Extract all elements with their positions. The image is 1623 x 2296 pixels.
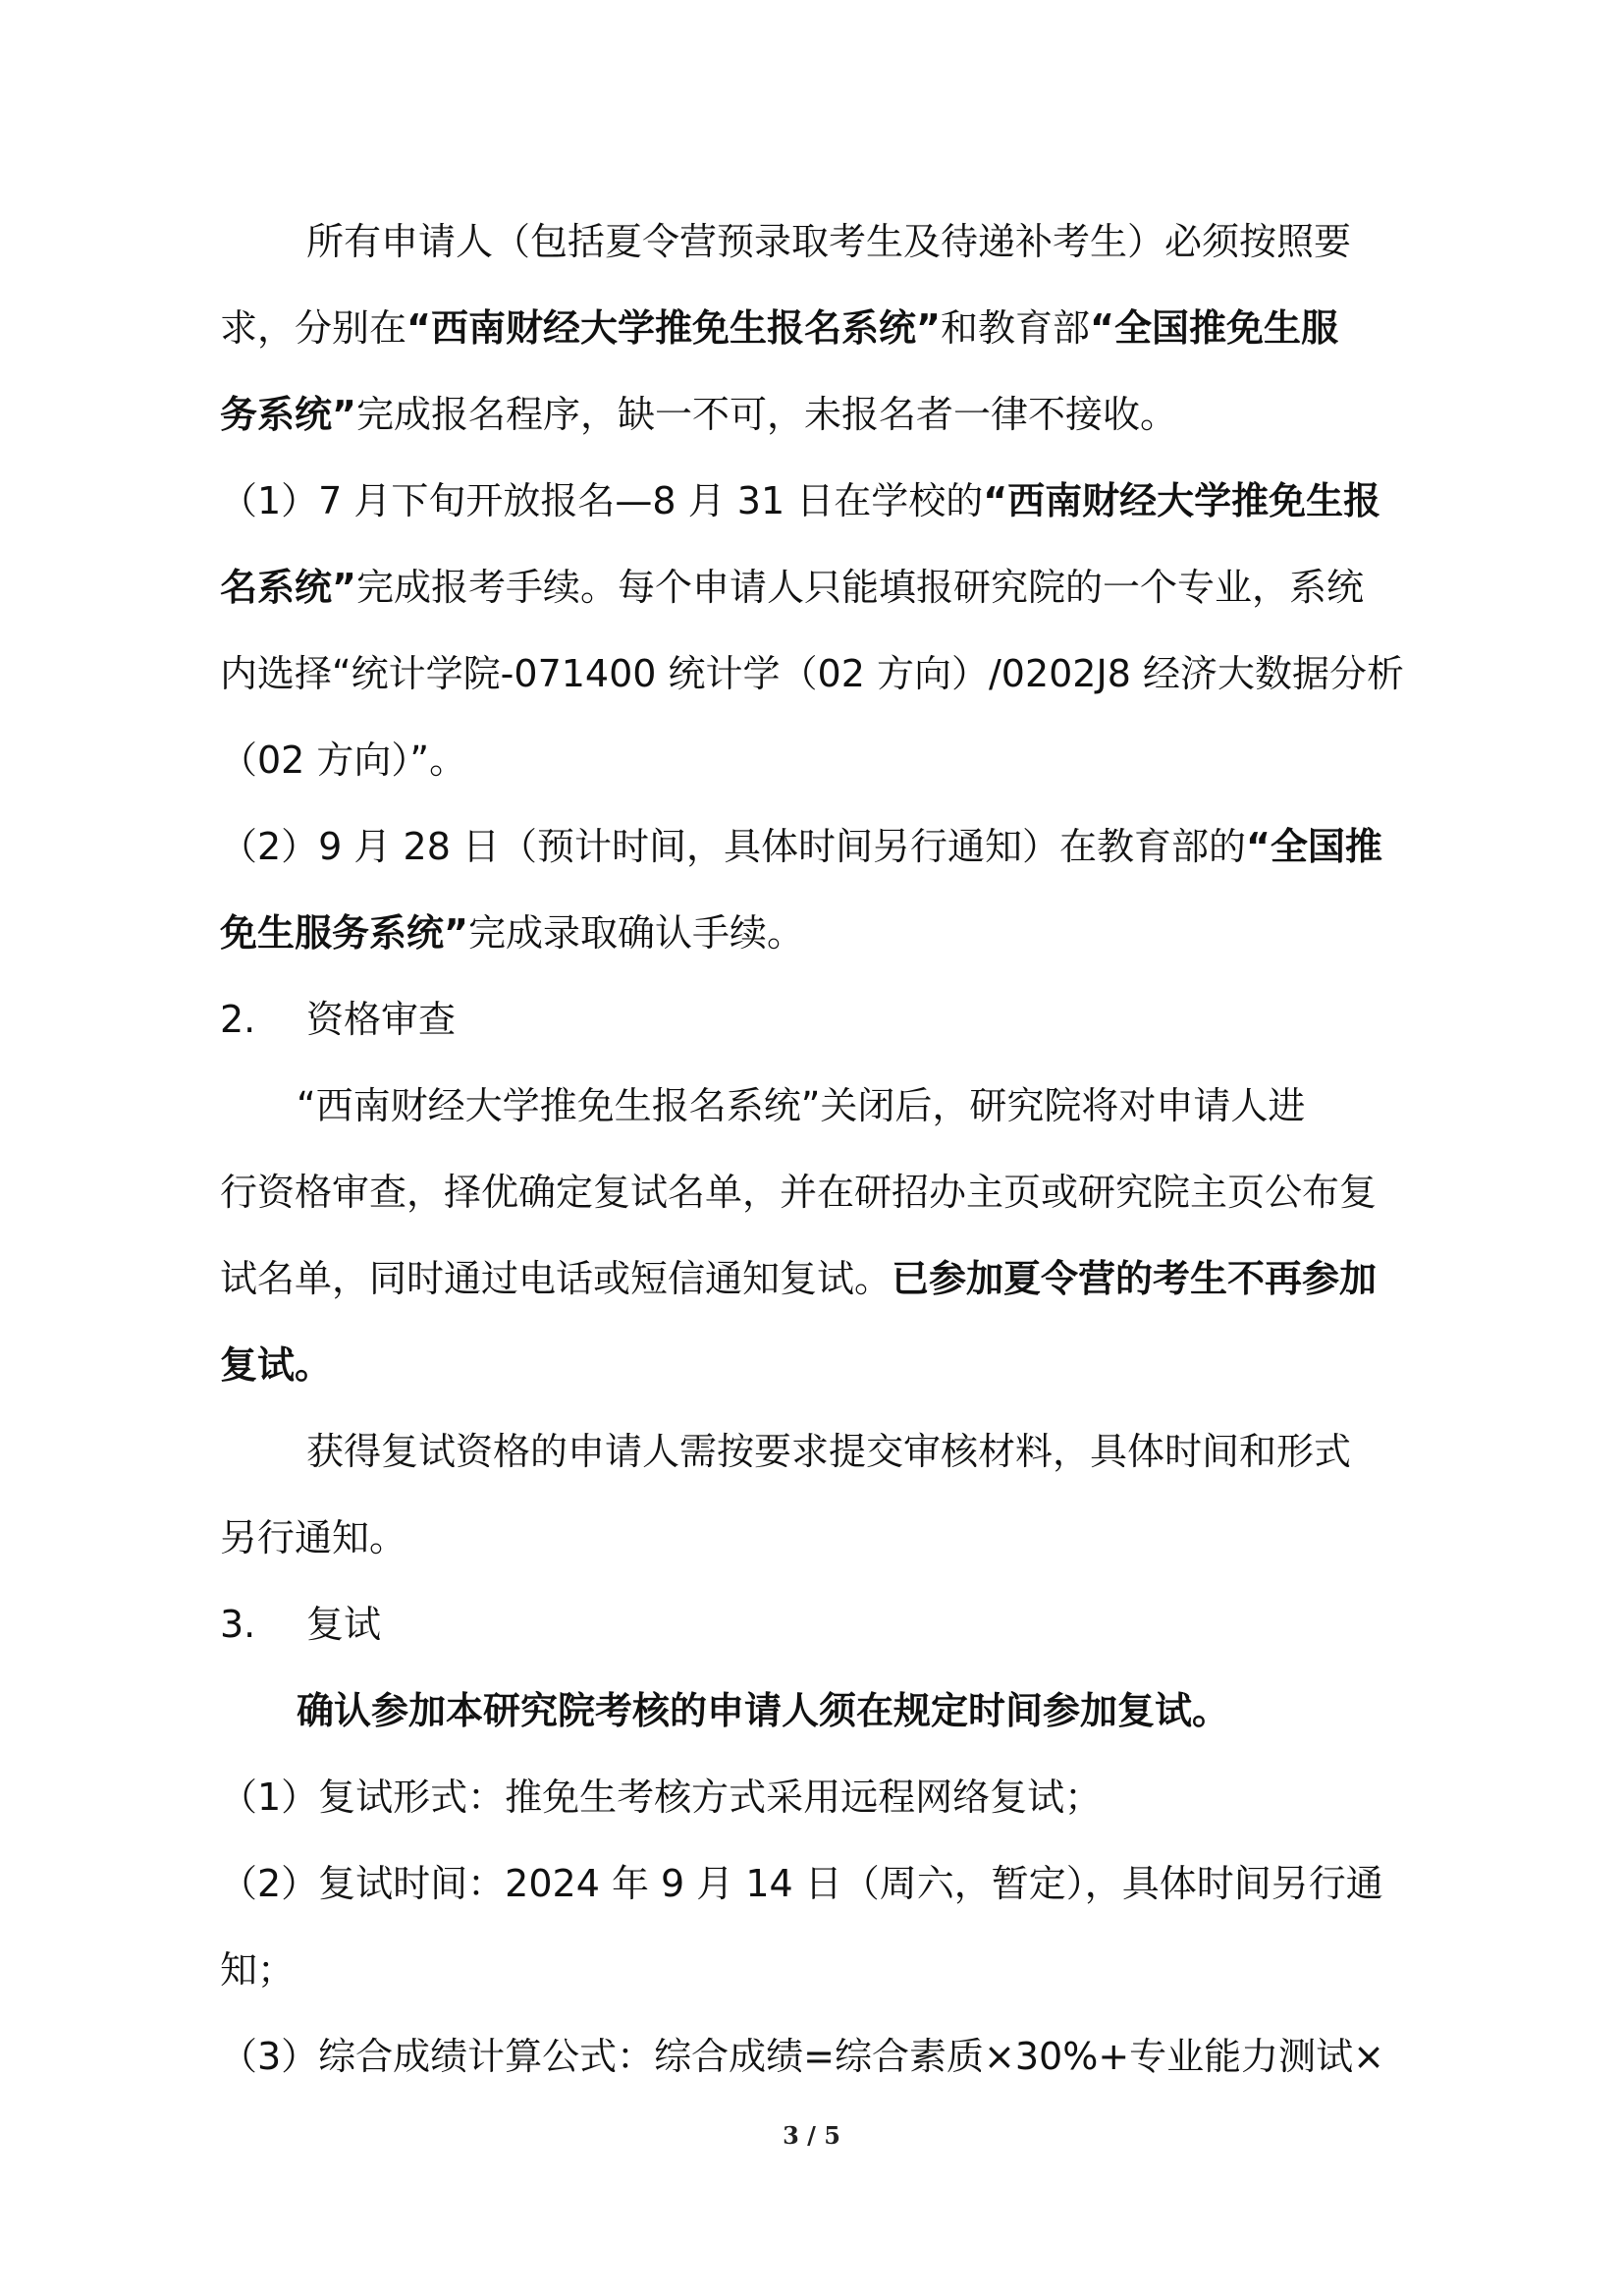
page-number: 3 / 5	[783, 2121, 840, 2150]
heading-text: 资格审查	[306, 998, 457, 1041]
text: 完成录取确认手续。	[467, 911, 804, 955]
paragraph-line	[220, 1860, 1398, 1907]
paragraph-line	[220, 1774, 1398, 1821]
paragraph-line	[220, 1341, 1398, 1389]
paragraph-line	[297, 1082, 1475, 1129]
text: 行资格审查，择优确定复试名单，并在研招办主页或研究院主页公布复	[220, 1171, 1378, 1214]
bold-text: “全国推	[1245, 825, 1382, 868]
text: 知；	[220, 1948, 296, 1992]
paragraph-line	[220, 737, 1398, 784]
paragraph-line	[220, 650, 1404, 697]
paragraph-line	[220, 304, 1398, 352]
paragraph-line	[220, 823, 1398, 870]
bold-text: 务系统”	[220, 393, 356, 436]
text: （2）9 月 28 日（预计时间，具体时间另行通知）在教育部的	[220, 825, 1246, 868]
text: 求，分别在	[220, 306, 407, 350]
text: 所有申请人（包括夏令营预录取考生及待递补考生）必须按照要	[306, 220, 1352, 263]
text: （1）7 月下旬开放报名—8 月 31 日在学校的	[220, 479, 984, 522]
text: 完成报考手续。每个申请人只能填报研究院的一个专业，系统	[355, 566, 1364, 609]
bold-text: 已参加夏令营的考生不再参加	[892, 1257, 1378, 1300]
bold-text: “西南财经大学推免生报名系统”	[406, 306, 941, 350]
heading-number: 3.	[220, 1603, 256, 1646]
paragraph-line	[220, 477, 1398, 524]
paragraph-line	[220, 1946, 1398, 1994]
paragraph-line	[220, 564, 1398, 611]
bold-text: 名系统”	[220, 566, 356, 609]
bold-text: 复试。	[220, 1343, 333, 1387]
bold-text: “西南财经大学推免生报	[983, 479, 1381, 522]
text: （2）复试时间：2024 年 9 月 14 日（周六，暂定），具体时间另行通	[220, 1862, 1383, 1905]
text: 内选择“统计学院-071400 统计学（02 方向）/0202J8 经济大数据分析	[220, 652, 1404, 695]
text: （02 方向）”。	[220, 738, 467, 782]
bold-text: 免生服务系统”	[220, 911, 468, 955]
bold-text: 确认参加本研究院考核的申请人须在规定时间参加复试。	[297, 1689, 1230, 1732]
text: 完成报名程序，缺一不可，未报名者一律不接收。	[355, 393, 1177, 436]
heading-number: 2.	[220, 998, 256, 1041]
text: “西南财经大学推免生报名系统”关闭后，研究院将对申请人进	[297, 1084, 1306, 1127]
section-heading	[220, 1601, 1398, 1648]
paragraph-line	[306, 218, 1485, 265]
text: 获得复试资格的申请人需按要求提交审核材料，具体时间和形式	[306, 1430, 1352, 1473]
paragraph-line	[297, 1687, 1475, 1734]
paragraph-line	[220, 1169, 1398, 1216]
text: 和教育部	[940, 306, 1090, 350]
text: 试名单，同时通过电话或短信通知复试。	[220, 1257, 893, 1300]
text: 另行通知。	[220, 1516, 407, 1559]
section-heading	[220, 996, 1398, 1043]
bold-text: “全国推免生服	[1089, 306, 1338, 350]
text: （1）复试形式：推免生考核方式采用远程网络复试；	[220, 1776, 1103, 1819]
paragraph-line	[220, 2033, 1398, 2080]
heading-text: 复试	[306, 1603, 382, 1646]
paragraph-line	[306, 1428, 1485, 1475]
paragraph-line	[220, 391, 1398, 438]
paragraph-line	[220, 909, 1398, 957]
paragraph-line	[220, 1255, 1398, 1302]
text: （3）综合成绩计算公式：综合成绩=综合素质×30%+专业能力测试×	[220, 2035, 1384, 2078]
paragraph-line	[220, 1514, 1398, 1561]
